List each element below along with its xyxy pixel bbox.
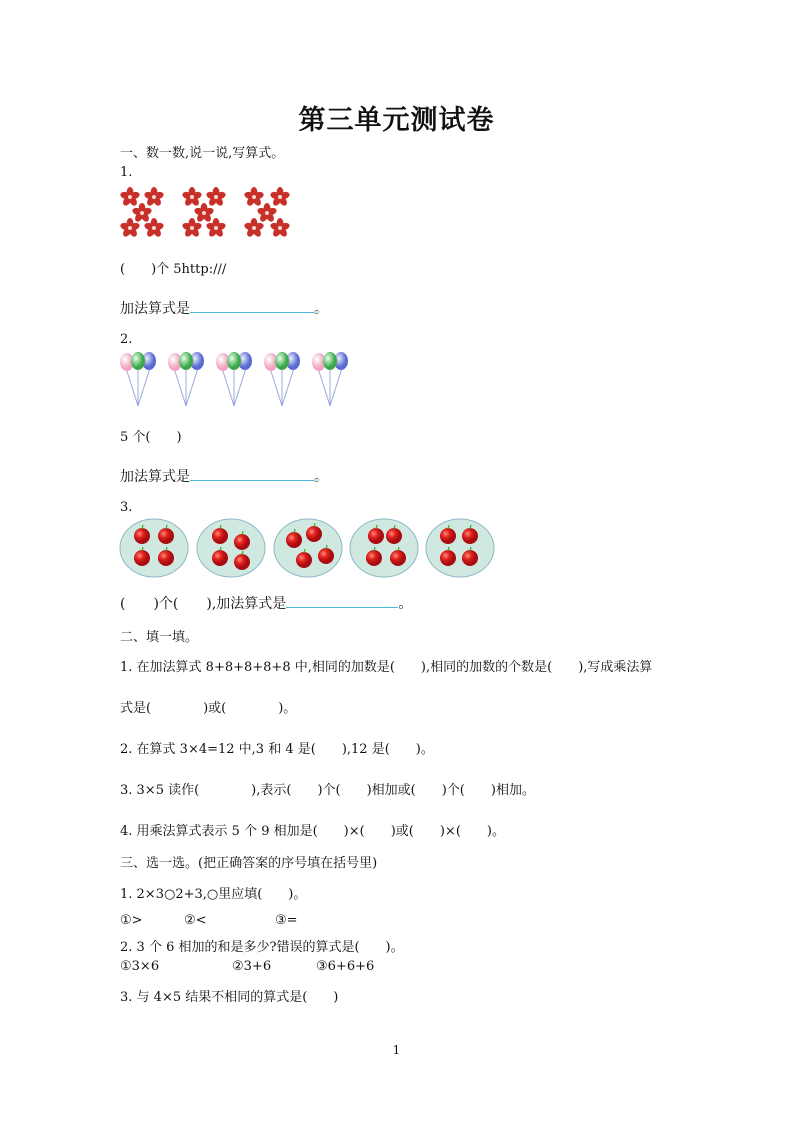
page-number: 1 — [392, 1043, 401, 1057]
q1-addition-prefix: 加法算式是 — [120, 301, 190, 317]
choice-q2-option-2: ②3+6 — [232, 959, 272, 974]
apple-plate-3 — [274, 519, 342, 577]
apple-plate-1 — [120, 519, 188, 577]
apple-plate-5 — [426, 519, 494, 577]
balloon-bunches-figure — [118, 350, 354, 408]
fill-q2: 2. 在算式 3×4=12 中,3 和 4 是( ),12 是( )。 — [120, 742, 434, 757]
q1-answer-line: ( )个 5http:/// — [120, 262, 227, 277]
apple-plates-figure — [118, 516, 498, 580]
q3-answer-blank[interactable] — [286, 593, 398, 608]
q2-number: 2. — [120, 332, 133, 347]
balloon-bunch-1 — [120, 352, 156, 406]
choice-q1-option-1: ①> — [120, 913, 143, 928]
flower-groups-figure — [118, 185, 300, 241]
q2-answer-blank[interactable] — [190, 466, 314, 481]
q1-addition-line — [120, 298, 328, 318]
flower-group-3 — [243, 187, 290, 238]
balloon-bunch-2 — [168, 352, 204, 406]
q3-answer-line — [120, 593, 412, 613]
fill-q3: 3. 3×5 读作( ),表示( )个( )相加或( )个( )相加。 — [120, 783, 535, 798]
page-title: 第三单元测试卷 — [298, 105, 495, 136]
choice-q2-option-3: ③6+6+6 — [316, 959, 375, 974]
flower-group-1 — [119, 187, 164, 238]
choice-q1: 1. 2×3○2+3,○里应填( )。 — [120, 887, 307, 902]
apple-plate-2 — [197, 519, 265, 577]
q1-number: 1. — [120, 165, 133, 180]
choice-q3: 3. 与 4×5 结果不相同的算式是( ) — [120, 990, 339, 1005]
q1-answer-blank[interactable] — [190, 298, 314, 313]
q3-number: 3. — [120, 500, 133, 515]
q2-answer-line: 5 个( ) — [120, 430, 182, 445]
q2-end-mark: 。 — [314, 469, 328, 485]
choice-q1-option-2: ②< — [184, 913, 207, 928]
apple-plate-4 — [350, 519, 418, 577]
fill-q1-line1: 1. 在加法算式 8+8+8+8+8 中,相同的加数是( ),相同的加数的个数是( ),写成乘法算 — [120, 660, 653, 675]
balloon-bunch-4 — [264, 352, 300, 406]
balloon-bunch-5 — [312, 352, 348, 406]
fill-q1-line2: 式是( )或( )。 — [120, 701, 297, 716]
section-3-heading: 三、选一选。(把正确答案的序号填在括号里) — [120, 856, 378, 871]
q3-answer-prefix: ( )个( ),加法算式是 — [120, 596, 287, 612]
section-2-heading: 二、填一填。 — [120, 630, 199, 645]
q3-end-mark: 。 — [398, 596, 413, 612]
section-1-heading: 一、数一数,说一说,写算式。 — [120, 146, 285, 161]
choice-q2-option-1: ①3×6 — [120, 959, 160, 974]
fill-q4: 4. 用乘法算式表示 5 个 9 相加是( )×( )或( )×( )。 — [120, 824, 505, 839]
q2-addition-prefix: 加法算式是 — [120, 469, 190, 485]
choice-q2: 2. 3 个 6 相加的和是多少?错误的算式是( )。 — [120, 940, 404, 955]
balloon-bunch-3 — [216, 352, 252, 406]
q1-end-mark: 。 — [314, 301, 328, 317]
q2-addition-line — [120, 466, 328, 486]
choice-q1-option-3: ③= — [275, 913, 298, 928]
flower-group-2 — [181, 187, 226, 238]
